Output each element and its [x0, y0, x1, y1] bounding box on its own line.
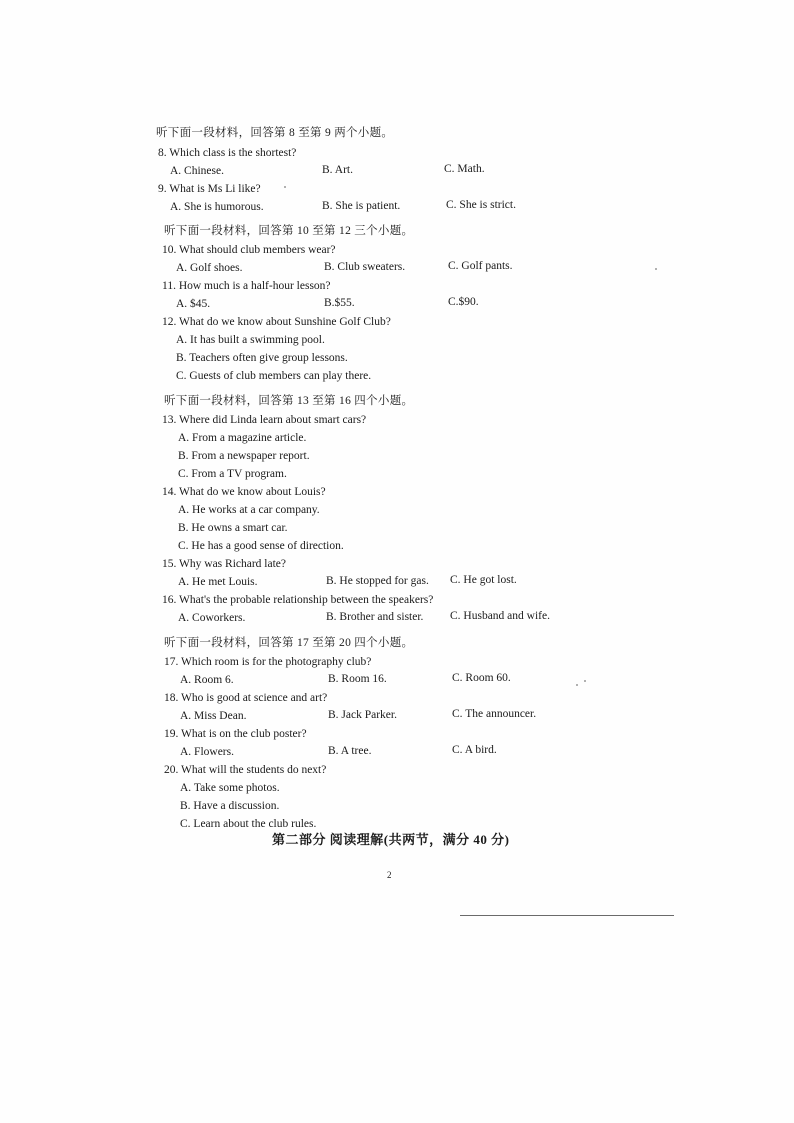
scan-rule-line [460, 915, 674, 916]
option-b: B. Room 16. [328, 673, 387, 685]
option-a: A. It has built a swimming pool. [176, 334, 325, 346]
question-stem: 11. How much is a half-hour lesson? [162, 280, 331, 292]
question-stem: 16. What's the probable relationship between the speakers? [162, 594, 434, 606]
question-stem: 8. Which class is the shortest? [158, 147, 297, 159]
option-a: A. Miss Dean. [180, 710, 247, 722]
option-b: B. Have a discussion. [180, 800, 280, 812]
option-a: A. He works at a car company. [178, 504, 320, 516]
option-c: C. From a TV program. [178, 468, 287, 480]
option-c: C. Husband and wife. [450, 610, 550, 622]
option-a: A. Take some photos. [180, 782, 280, 794]
option-b: B. Club sweaters. [324, 261, 406, 273]
scan-speck [576, 684, 578, 686]
scan-speck [655, 268, 657, 270]
option-b: B. She is patient. [322, 200, 401, 212]
option-c: C. He got lost. [450, 574, 517, 586]
option-a: A. She is humorous. [170, 201, 264, 213]
part-two-title: 第二部分 阅读理解(共两节，满分 40 分) [272, 832, 510, 847]
question-stem: 18. Who is good at science and art? [164, 692, 328, 704]
option-a: A. Chinese. [170, 165, 224, 177]
question-stem: 12. What do we know about Sunshine Golf Club? [162, 316, 391, 328]
scan-speck [284, 186, 286, 188]
question-stem: 17. Which room is for the photography club? [164, 656, 372, 668]
page-number: 2 [387, 870, 392, 880]
option-c: C. He has a good sense of direction. [178, 540, 344, 552]
option-c: C. She is strict. [446, 199, 516, 211]
section-heading: 听下面一段材料，回答第 17 至第 20 四个小题。 [164, 637, 414, 649]
section-heading: 听下面一段材料，回答第 13 至第 16 四个小题。 [164, 395, 414, 407]
question-stem: 14. What do we know about Louis? [162, 486, 326, 498]
option-b: B. Teachers often give group lessons. [176, 352, 348, 364]
question-stem: 10. What should club members wear? [162, 244, 336, 256]
option-b: B. A tree. [328, 745, 372, 757]
option-b: B. Art. [322, 164, 353, 176]
section-heading: 听下面一段材料，回答第 8 至第 9 两个小题。 [156, 127, 394, 139]
option-b: B.$55. [324, 297, 355, 309]
option-c: C. The announcer. [452, 708, 537, 720]
option-c: C. Guests of club members can play there. [176, 370, 372, 382]
question-stem: 19. What is on the club poster? [164, 728, 307, 740]
option-c: C.$90. [448, 296, 479, 308]
option-a: A. Flowers. [180, 746, 234, 758]
question-stem: 13. Where did Linda learn about smart cars? [162, 414, 367, 426]
option-a: A. Room 6. [180, 674, 234, 686]
option-c: C. A bird. [452, 744, 497, 756]
option-b: B. He owns a smart car. [178, 522, 288, 534]
option-b: B. Brother and sister. [326, 611, 424, 623]
option-c: C. Math. [444, 163, 485, 175]
option-c: C. Learn about the club rules. [180, 818, 317, 830]
option-c: C. Golf pants. [448, 260, 513, 272]
question-stem: 20. What will the students do next? [164, 764, 327, 776]
section-heading: 听下面一段材料，回答第 10 至第 12 三个小题。 [164, 225, 414, 237]
option-a: A. Coworkers. [178, 612, 246, 624]
option-a: A. From a magazine article. [178, 432, 307, 444]
option-b: B. Jack Parker. [328, 709, 397, 721]
option-c: C. Room 60. [452, 672, 511, 684]
option-a: A. $45. [176, 298, 211, 310]
option-b: B. From a newspaper report. [178, 450, 310, 462]
question-stem: 15. Why was Richard late? [162, 558, 287, 570]
question-stem: 9. What is Ms Li like? [158, 183, 261, 195]
option-a: A. He met Louis. [178, 576, 258, 588]
scan-speck [584, 680, 586, 682]
option-a: A. Golf shoes. [176, 262, 243, 274]
option-b: B. He stopped for gas. [326, 575, 429, 587]
